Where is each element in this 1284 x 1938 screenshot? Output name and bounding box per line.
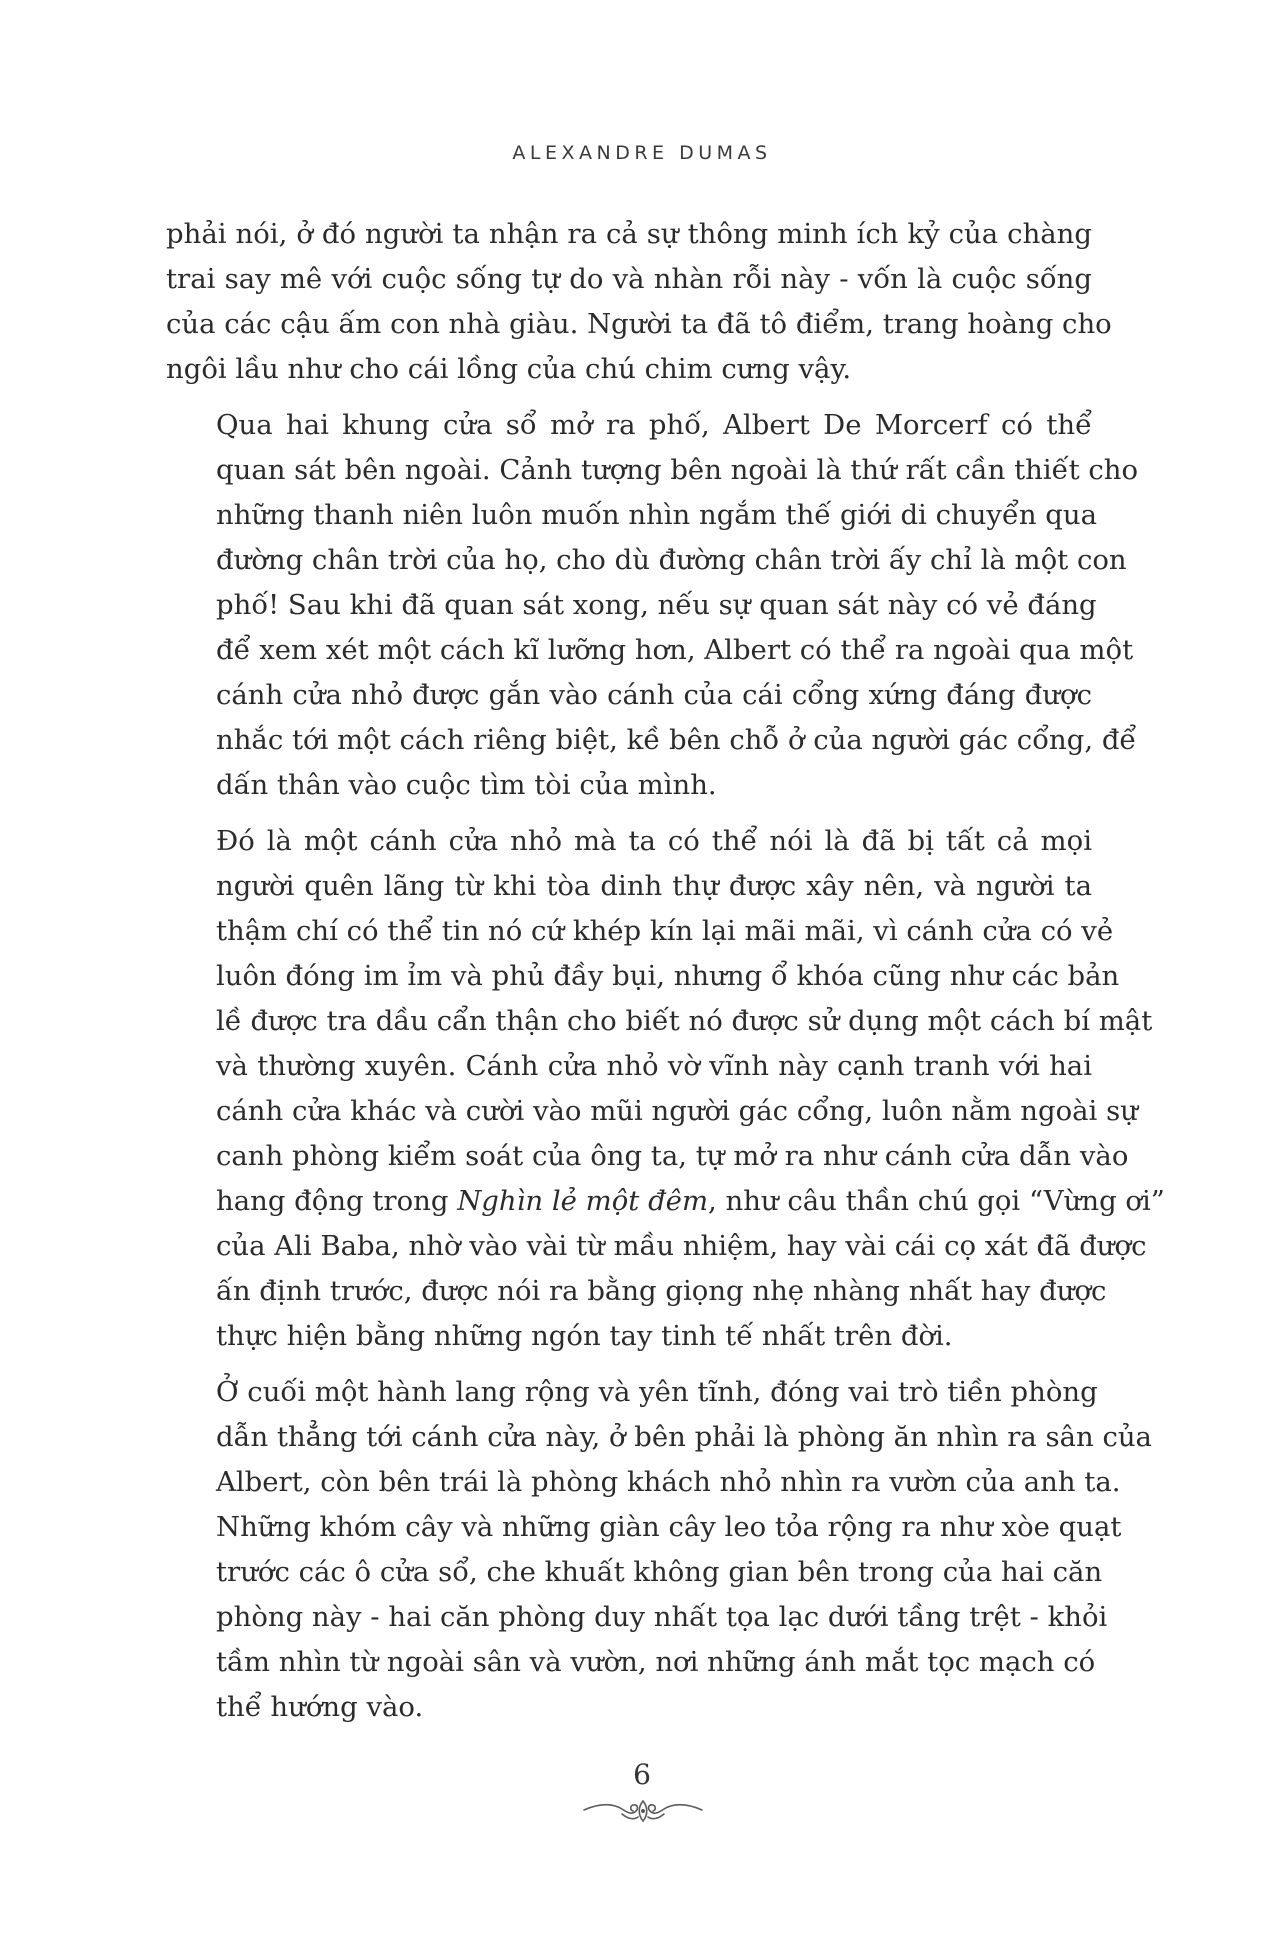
text-line: luôn đóng im ỉm và phủ đầy bụi, nhưng ổ khóa cũng như các bản: [216, 960, 1120, 992]
text-line: thực hiện bằng những ngón tay tinh tế nhất trên đời.: [216, 1320, 953, 1352]
body-text: [166, 212, 1165, 1741]
text-line-with-title: [166, 1179, 1165, 1224]
text-line: của Ali Baba, nhờ vào vài từ mầu nhiệm, hay vài cái cọ xát đã được: [216, 1230, 1147, 1262]
text-run: hang động trong: [216, 1185, 458, 1217]
text-line: đường chân trời của họ, cho dù đường chân trời ấy chỉ là một con: [216, 544, 1127, 576]
text-line: để xem xét một cách kĩ lưỡng hơn, Albert có thể ra ngoài qua một: [216, 634, 1134, 666]
text-line: thậm chí có thể tin nó cứ khép kín lại mãi mãi, vì cánh cửa có vẻ: [216, 915, 1114, 947]
text-line: Ở cuối một hành lang rộng và yên tĩnh, đóng vai trò tiền phòng: [216, 1376, 1098, 1408]
text-line: nhắc tới một cách riêng biệt, kề bên chỗ ở của người gác cổng, để: [216, 724, 1137, 756]
text-line: tầm nhìn từ ngoài sân và vườn, nơi những ánh mắt tọc mạch có: [216, 1646, 1096, 1678]
text-line: phòng này - hai căn phòng duy nhất tọa lạc dưới tầng trệt - khỏi: [216, 1601, 1108, 1633]
text-line: phố! Sau khi đã quan sát xong, nếu sự quan sát này có vẻ đáng: [216, 589, 1097, 621]
text-line: cánh cửa khác và cười vào mũi người gác cổng, luôn nằm ngoài sự: [216, 1095, 1138, 1127]
text-line: trai say mê với cuộc sống tự do và nhàn rỗi này - vốn là cuộc sống: [166, 263, 1092, 295]
text-line: cánh cửa nhỏ được gắn vào cánh của cái cổng xứng đáng được: [216, 679, 1092, 711]
text-line: dấn thân vào cuộc tìm tòi của mình.: [216, 769, 717, 801]
text-line: thể hướng vào.: [216, 1691, 424, 1723]
paragraph-2: [166, 403, 1139, 808]
text-line: Qua hai khung cửa sổ mở ra phố, Albert De Morcerf có thể: [216, 409, 1092, 441]
text-line: ấn định trước, được nói ra bằng giọng nhẹ nhàng nhất hay được: [216, 1275, 1107, 1307]
text-line: và thường xuyên. Cánh cửa nhỏ vờ vĩnh này cạnh tranh với hai: [216, 1050, 1092, 1082]
text-line: dẫn thẳng tới cánh cửa này, ở bên phải là phòng ăn nhìn ra sân của: [216, 1421, 1152, 1453]
text-line: người quên lãng từ khi tòa dinh thự được xây nên, và người ta: [216, 870, 1092, 902]
paragraph-4: [166, 1370, 1152, 1730]
running-header: ALEXANDRE DUMAS: [512, 142, 772, 164]
text-line: trước các ô cửa sổ, che khuất không gian bên trong của hai căn: [216, 1556, 1103, 1588]
book-title: Nghìn lẻ một đêm: [457, 1185, 709, 1217]
text-line: ngôi lầu như cho cái lồng của chú chim cưng vậy.: [166, 353, 852, 385]
text-line: của các cậu ấm con nhà giàu. Người ta đã tô điểm, trang hoàng cho: [166, 308, 1112, 340]
text-line: Đó là một cánh cửa nhỏ mà ta có thể nói là đã bị tất cả mọi: [216, 825, 1092, 857]
text-run: , như câu thần chú gọi “Vừng ơi”: [708, 1185, 1165, 1217]
paragraph-3: [166, 819, 1165, 1359]
text-line: Những khóm cây và những giàn cây leo tỏa rộng ra như xòe quạt: [216, 1511, 1122, 1543]
page-number: 6: [633, 1758, 651, 1791]
text-line: quan sát bên ngoài. Cảnh tượng bên ngoài là thứ rất cần thiết cho: [216, 454, 1139, 486]
scroll-flourish-icon: [582, 1797, 704, 1825]
paragraph-1: [166, 212, 1112, 392]
text-line: Albert, còn bên trái là phòng khách nhỏ nhìn ra vườn của anh ta.: [216, 1466, 1121, 1498]
text-line: phải nói, ở đó người ta nhận ra cả sự thông minh ích kỷ của chàng: [166, 218, 1092, 250]
text-line: những thanh niên luôn muốn nhìn ngắm thế giới di chuyển qua: [216, 499, 1098, 531]
text-line: canh phòng kiểm soát của ông ta, tự mở ra như cánh cửa dẫn vào: [216, 1140, 1129, 1172]
text-line: lề được tra dầu cẩn thận cho biết nó được sử dụng một cách bí mật: [216, 1005, 1153, 1037]
